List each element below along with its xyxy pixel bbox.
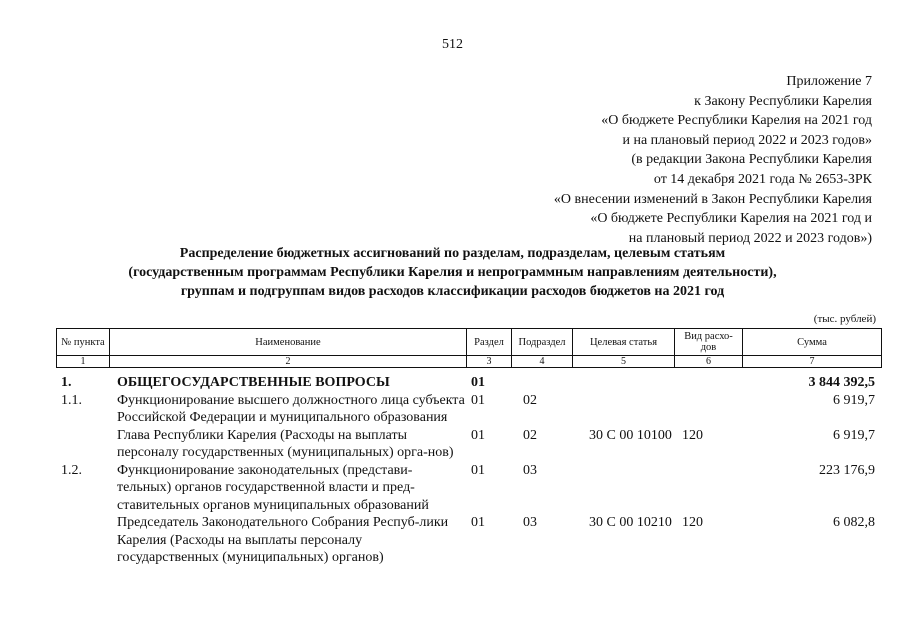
row-num: 1. xyxy=(61,375,72,390)
row-type xyxy=(674,392,742,427)
row-subsection: 02 xyxy=(523,427,537,443)
row-subsection: 03 xyxy=(523,462,537,478)
table-body xyxy=(56,374,881,567)
column-number: 5 xyxy=(573,356,675,368)
row-num xyxy=(56,514,109,567)
row-type xyxy=(674,462,742,515)
header-subsection: Подраздел xyxy=(512,329,573,356)
row-subsection: 03 xyxy=(523,515,537,530)
appendix-line: к Закону Республики Карелия xyxy=(694,93,872,109)
appendix-line: на плановый период 2022 и 2023 годов») xyxy=(628,230,872,246)
table-row xyxy=(56,392,881,427)
column-number: 6 xyxy=(675,356,743,368)
title-line: Распределение бюджетных ассигнований по разделам, подразделам, целевым статьям xyxy=(179,246,726,261)
column-number: 1 xyxy=(57,356,110,368)
row-target: 30 С 00 10210 xyxy=(589,515,672,530)
row-name: Глава Республики Карелия (Расходы на выплаты персоналу государственных (муниципальных) орга-нов) xyxy=(117,427,454,460)
header-target: Целевая статья xyxy=(573,329,675,356)
row-section: 01 xyxy=(471,515,485,530)
row-section: 01 xyxy=(471,427,485,443)
row-type: 120 xyxy=(682,427,703,443)
column-number: 7 xyxy=(743,356,882,368)
appendix-line: «О бюджете Республики Карелия на 2021 год xyxy=(601,113,872,129)
header-type: Вид расхо-дов xyxy=(675,329,743,356)
table-row xyxy=(56,462,881,515)
row-type: 120 xyxy=(682,515,703,530)
title-line: группам и подгруппам видов расходов классификации расходов бюджетов на 2021 год xyxy=(180,284,725,300)
row-sum: 6 082,8 xyxy=(833,515,875,530)
row-sum: 6 919,7 xyxy=(833,427,875,443)
row-section: 01 xyxy=(471,375,485,390)
header-num: № пункта xyxy=(57,329,110,356)
appendix-line: Приложение 7 xyxy=(786,74,872,89)
row-target xyxy=(572,392,674,427)
appendix-block xyxy=(554,72,872,248)
row-name: Функционирование высшего должностного лица субъекта Российской Федерации и муниципального образования xyxy=(117,392,465,425)
appendix-line: и на плановый период 2022 и 2023 годов» xyxy=(622,132,872,148)
header-section: Раздел xyxy=(467,329,512,356)
page-number: 512 xyxy=(442,37,463,52)
row-target xyxy=(572,374,674,392)
row-target: 30 С 00 10100 xyxy=(589,427,672,443)
column-number: 4 xyxy=(512,356,573,368)
row-section: 01 xyxy=(471,392,485,408)
row-sum: 6 919,7 xyxy=(833,392,875,408)
title-line: (государственным программам Республики Карелия и непрограммным направлениям деятельности), xyxy=(128,265,777,281)
row-name: Председатель Законодательного Собрания Респуб-лики Карелия (Расходы на выплаты персоналу государственных (муниципальных) органов) xyxy=(117,515,449,565)
row-name: Функционирование законодательных (представи-тельных) органов государственной власти и пред-ставительных органов муниципальных образований xyxy=(117,462,429,513)
appendix-line: «О бюджете Республики Карелия на 2021 год и xyxy=(590,211,872,227)
row-num: 1.1. xyxy=(61,392,82,408)
row-sum: 223 176,9 xyxy=(819,462,875,478)
document-title xyxy=(0,244,905,302)
row-type xyxy=(674,374,742,392)
appendix-line: от 14 декабря 2021 года № 2653-ЗРК xyxy=(653,171,872,187)
row-section: 01 xyxy=(471,462,485,478)
column-number: 2 xyxy=(110,356,467,368)
table-row xyxy=(56,427,881,462)
row-sum: 3 844 392,5 xyxy=(808,375,875,390)
header-name: Наименование xyxy=(110,329,467,356)
units-label: (тыс. рублей) xyxy=(813,313,876,325)
appendix-line: (в редакции Закона Республики Карелия xyxy=(631,152,872,168)
column-number: 3 xyxy=(467,356,512,368)
appendix-line: «О внесении изменений в Закон Республики Карелия xyxy=(553,191,872,207)
table-row xyxy=(56,374,881,392)
table-header xyxy=(56,328,882,368)
header-sum: Сумма xyxy=(743,329,882,356)
row-subsection: 02 xyxy=(523,392,537,408)
row-name: ОБЩЕГОСУДАРСТВЕННЫЕ ВОПРОСЫ xyxy=(117,375,390,390)
table-row xyxy=(56,514,881,567)
row-num: 1.2. xyxy=(61,462,82,478)
row-num xyxy=(56,427,109,462)
row-subsection xyxy=(511,374,572,392)
row-target xyxy=(572,462,674,515)
